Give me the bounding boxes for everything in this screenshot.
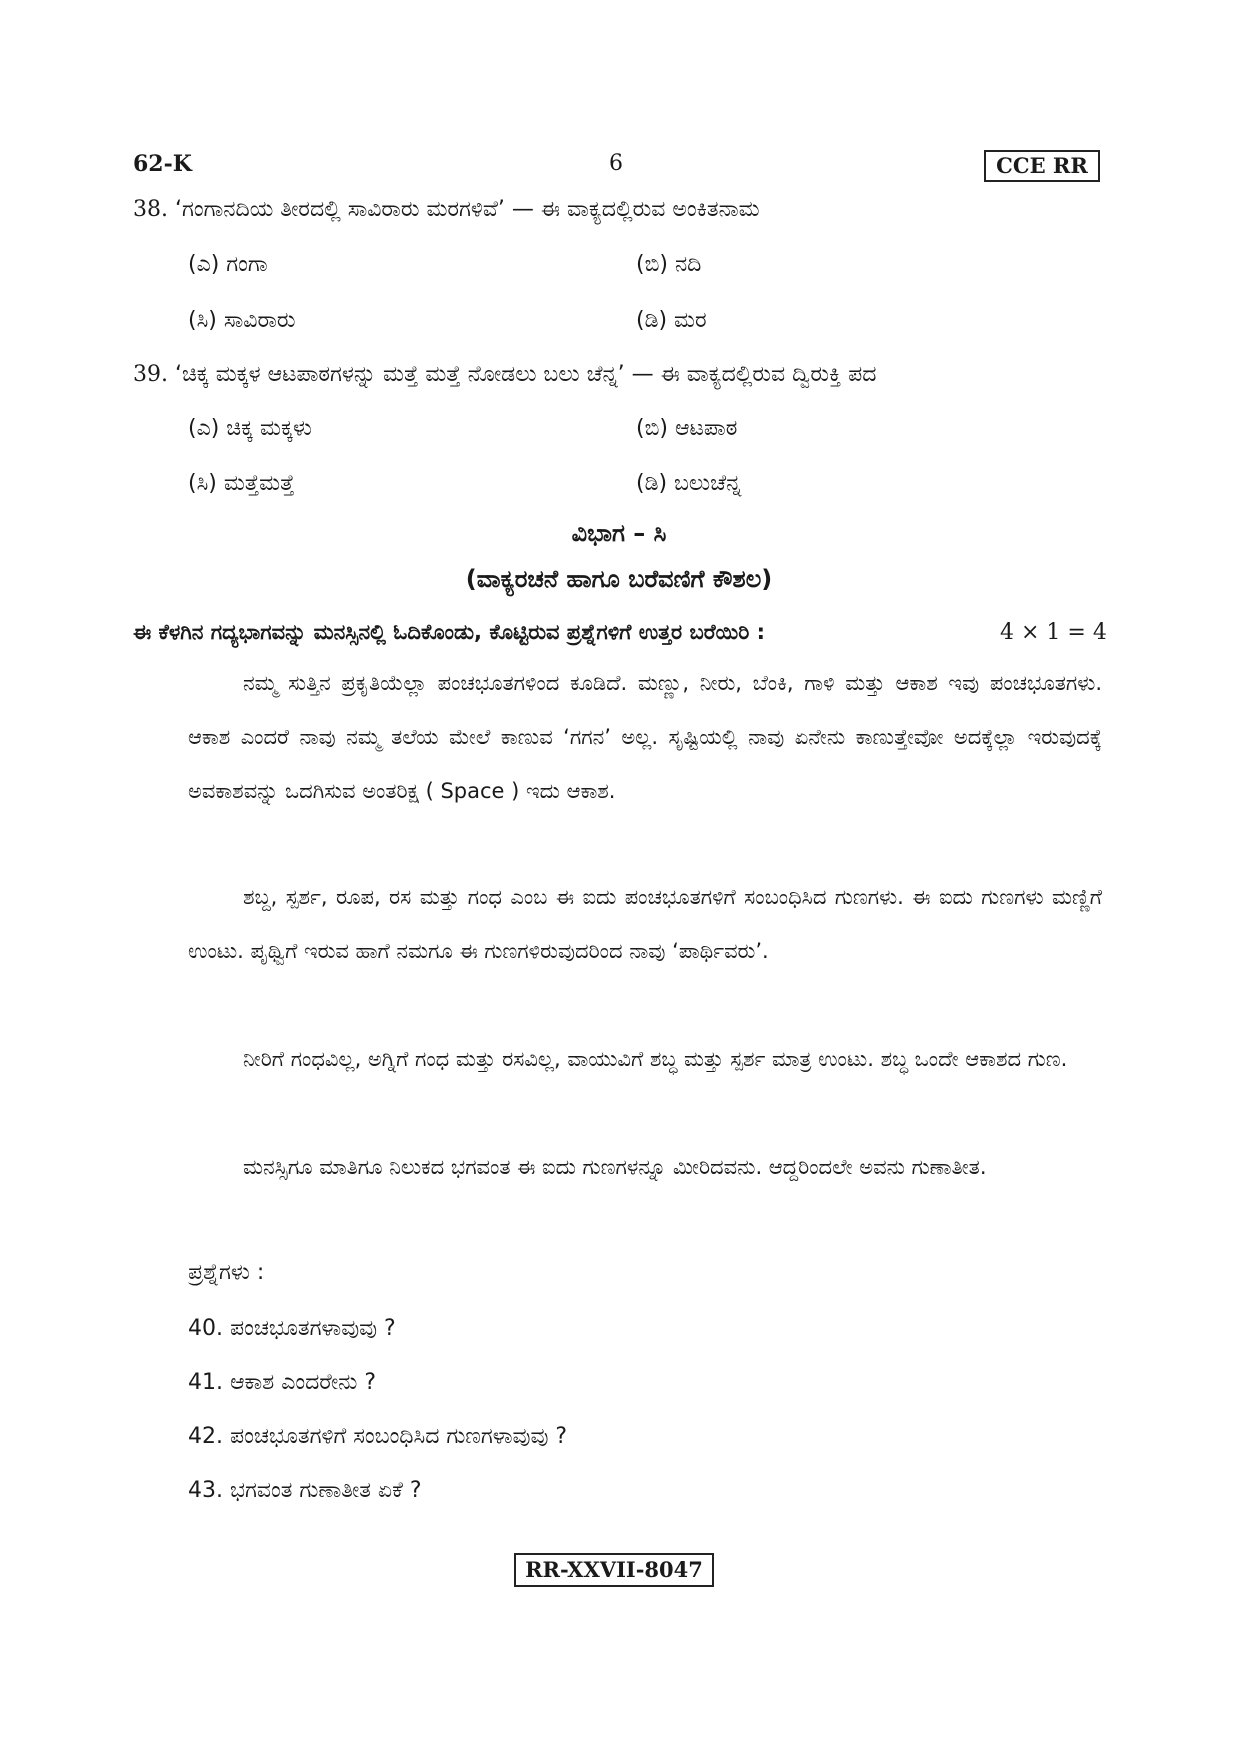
q38-option-a: (ಎ) ಗಂಗಾ xyxy=(188,252,268,277)
passage-paragraph-3: ನೀರಿಗೆ ಗಂಧವಿಲ್ಲ, ಅಗ್ನಿಗೆ ಗಂಧ ಮತ್ತು ರಸವಿಲ್ಲ, ವಾಯುವಿಗೆ ಶಬ್ಧ ಮತ್ತು ಸ್ಪರ್ಶ ಮಾತ್ರ ಉಂಟು. ಶಬ್ಧ ಒಂದೇ ಆಕಾಶದ ಗುಣ. xyxy=(243,1047,1068,1071)
question-40: 40. ಪಂಚಭೂತಗಳಾವುವು ? xyxy=(188,1316,396,1341)
q38-option-b: (ಬಿ) ನದಿ xyxy=(636,252,702,277)
question-38 xyxy=(133,197,760,222)
question-42: 42. ಪಂಚಭೂತಗಳಿಗೆ ಸಂಬಂಧಿಸಿದ ಗುಣಗಳಾವುವು ? xyxy=(188,1424,568,1449)
question-39-number: 39. xyxy=(133,362,168,387)
q39-option-c: (ಸಿ) ಮತ್ತೆಮತ್ತೆ xyxy=(188,471,295,496)
passage-paragraph-1: ನಮ್ಮ ಸುತ್ತಿನ ಪ್ರಕೃತಿಯೆಲ್ಲಾ ಪಂಚಭೂತಗಳಿಂದ ಕೂಡಿದೆ. ಮಣ್ಣು, ನೀರು, ಬೆಂಕಿ, ಗಾಳಿ ಮತ್ತು ಆಕಾಶ ಇವು ಪಂಚಭೂತಗಳು. ಆಕಾಶ ಎಂದರೆ ನಾವು ನಮ್ಮ ತಲೆಯ ಮೇಲೆ ಕಾಣುವ ‘ಗಗನ’ ಅಲ್ಲ. ಸೃಷ್ಟಿಯಲ್ಲಿ ನಾವು ಏನೇನು ಕಾಣುತ್ತೇವೋ ಅದಕ್ಕೆಲ್ಲಾ ಇರುವುದಕ್ಕೆ ಅವಕಾಶವನ್ನು ಒದಗಿಸುವ ಅಂತರಿಕ್ಷ ( Space ) ಇದು ಆಕಾಶ. xyxy=(188,671,1102,803)
marks-allocation: 4 × 1 = 4 xyxy=(1000,620,1107,645)
question-38-number: 38. xyxy=(133,197,168,222)
cce-rr-box: CCE RR xyxy=(984,150,1100,182)
q39-option-d: (ಡಿ) ಬಲುಚೆನ್ನ xyxy=(636,471,742,496)
q38-option-d: (ಡಿ) ಮರ xyxy=(636,308,707,333)
section-title: ವಿಭಾಗ – ಸಿ xyxy=(571,519,667,547)
paper-code: 62-K xyxy=(133,151,192,177)
footer-code-box: RR-XXVII-8047 xyxy=(514,1553,714,1587)
question-38-text: ‘ಗಂಗಾನದಿಯ ತೀರದಲ್ಲಿ ಸಾವಿರಾರು ಮರಗಳಿವೆ’ — ಈ ವಾಕ್ಯದಲ್ಲಿರುವ ಅಂಕಿತನಾಮ xyxy=(175,197,760,222)
section-subtitle: (ವಾಕ್ಯರಚನೆ ಹಾಗೂ ಬರೆವಣಿಗೆ ಕೌಶಲ) xyxy=(465,565,773,593)
q38-option-c: (ಸಿ) ಸಾವಿರಾರು xyxy=(188,308,296,333)
questions-label: ಪ್ರಶ್ನೆಗಳು : xyxy=(188,1260,265,1285)
passage-paragraph-4: ಮನಸ್ಸಿಗೂ ಮಾತಿಗೂ ನಿಲುಕದ ಭಗವಂತ ಈ ಐದು ಗುಣಗಳನ್ನೂ ಮೀರಿದವನು. ಆದ್ದರಿಂದಲೇ ಅವನು ಗುಣಾತೀತ. xyxy=(243,1155,987,1179)
question-39-text: ‘ಚಿಕ್ಕ ಮಕ್ಕಳ ಆಟಪಾಠಗಳನ್ನು ಮತ್ತೆ ಮತ್ತೆ ನೋಡಲು ಬಲು ಚೆನ್ನ’ — ಈ ವಾಕ್ಯದಲ್ಲಿರುವ ದ್ವಿರುಕ್ತಿ ಪದ xyxy=(175,362,877,387)
q39-option-a: (ಎ) ಚಿಕ್ಕ ಮಕ್ಕಳು xyxy=(188,416,312,441)
passage-instruction: ಈ ಕೆಳಗಿನ ಗದ್ಯಭಾಗವನ್ನು ಮನಸ್ಸಿನಲ್ಲಿ ಓದಿಕೊಂಡು, ಕೊಟ್ಟಿರುವ ಪ್ರಶ್ನೆಗಳಿಗೆ ಉತ್ತರ ಬರೆಯಿರಿ : xyxy=(133,620,765,644)
q39-option-b: (ಬಿ) ಆಟಪಾಠ xyxy=(636,416,738,441)
page-number: 6 xyxy=(609,151,623,176)
passage-paragraph-2: ಶಬ್ದ, ಸ್ಪರ್ಶ, ರೂಪ, ರಸ ಮತ್ತು ಗಂಧ ಎಂಬ ಈ ಐದು ಪಂಚಭೂತಗಳಿಗೆ ಸಂಬಂಧಿಸಿದ ಗುಣಗಳು. ಈ ಐದು ಗುಣಗಳು ಮಣ್ಣಿಗೆ ಉಂಟು. ಪೃಥ್ವಿಗೆ ಇರುವ ಹಾಗೆ ನಮಗೂ ಈ ಗುಣಗಳಿರುವುದರಿಂದ ನಾವು ‘ಪಾರ್ಥಿವರು’. xyxy=(188,885,1102,963)
question-41: 41. ಆಕಾಶ ಎಂದರೇನು ? xyxy=(188,1370,377,1395)
question-39 xyxy=(133,362,876,387)
question-43: 43. ಭಗವಂತ ಗುಣಾತೀತ ಏಕೆ ? xyxy=(188,1478,422,1503)
